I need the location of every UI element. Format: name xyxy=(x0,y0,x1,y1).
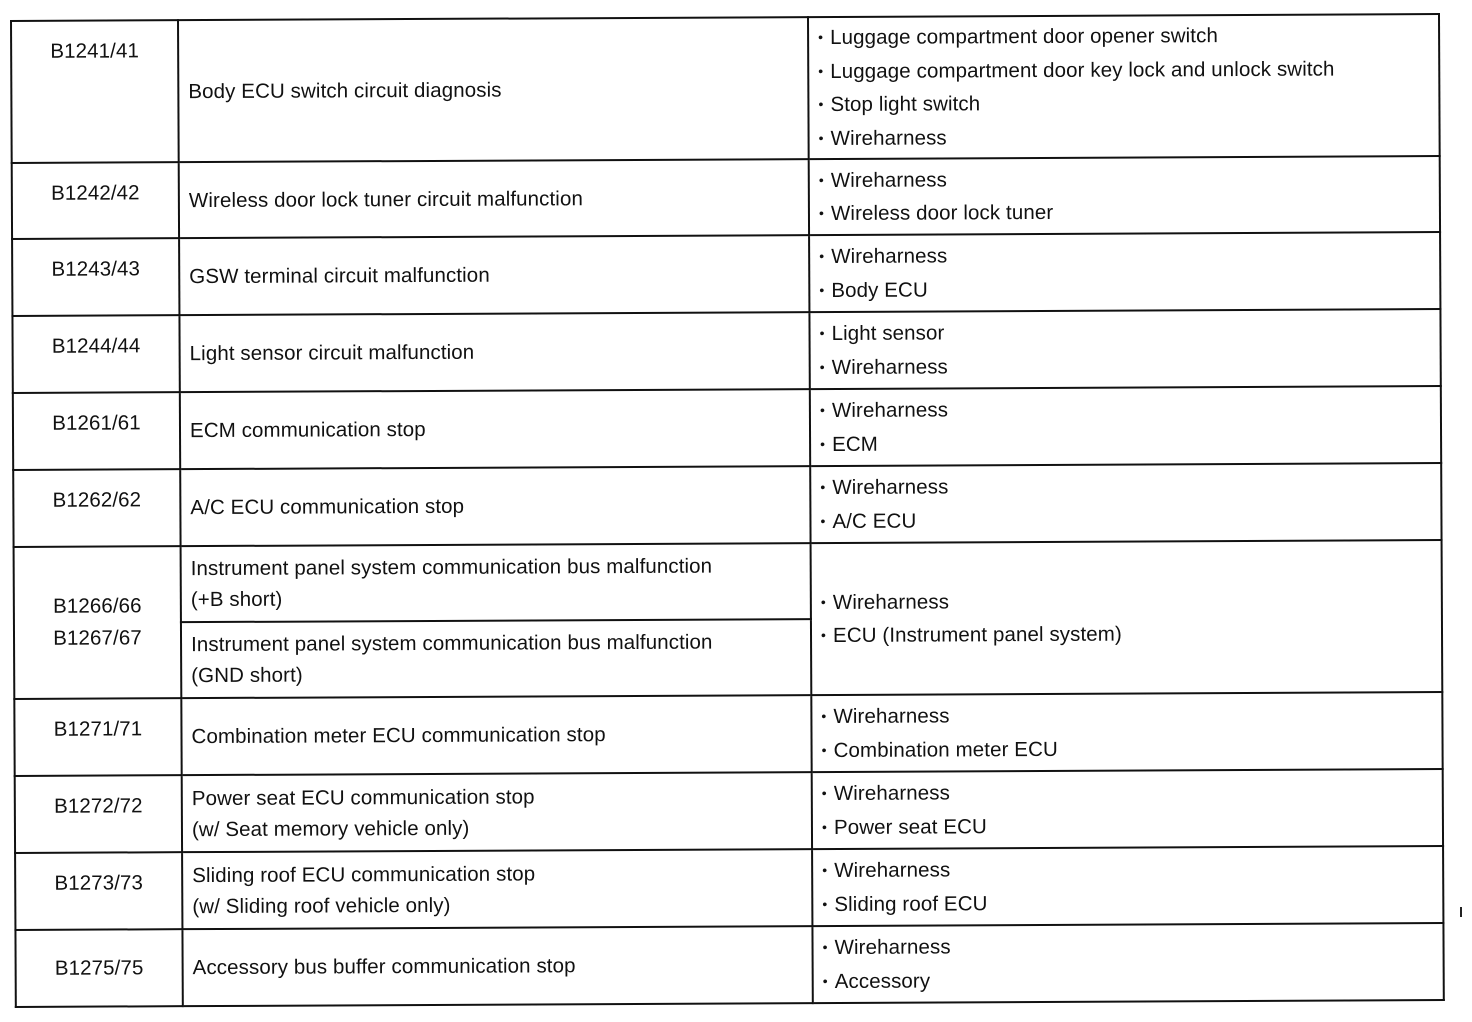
trouble-area-item: • Wireless door lock tuner xyxy=(819,194,1439,231)
detection-item-cell xyxy=(178,17,809,162)
dtc-code: B1267/67 xyxy=(53,626,142,650)
trouble-area-item: • Wireharness xyxy=(822,774,1442,811)
dtc-code: B1271/71 xyxy=(53,717,143,741)
detection-item: Wireless door lock tuner circuit malfunction xyxy=(188,186,583,212)
bullet-icon: • xyxy=(820,593,826,610)
dtc-code-cell xyxy=(14,546,182,699)
trouble-area-item: • Wireharness xyxy=(819,119,1439,156)
dtc-code-cell xyxy=(15,929,182,1007)
trouble-area-cell xyxy=(809,156,1440,235)
detection-item-note: (GND short) xyxy=(191,663,303,688)
trouble-area-item: • Power seat ECU xyxy=(822,808,1442,845)
trouble-area-item: • Body ECU xyxy=(819,271,1439,308)
dtc-code: B1243/43 xyxy=(51,257,141,281)
trouble-area-item: • Wireharness xyxy=(822,928,1442,965)
detection-item: Combination meter ECU communication stop xyxy=(191,723,606,749)
bullet-icon: • xyxy=(821,818,828,835)
trouble-area-item: • Accessory xyxy=(823,962,1443,999)
dtc-code-cell xyxy=(11,20,179,163)
trouble-area-item: • Wireharness xyxy=(821,583,1441,620)
detection-item-cell xyxy=(182,772,812,852)
table-row xyxy=(15,846,1443,930)
trouble-area-item: • ECM xyxy=(820,425,1440,462)
detection-item: Instrument panel system communication bus malfunction xyxy=(190,630,713,657)
detection-item: Light sensor circuit malfunction xyxy=(189,340,475,366)
dtc-code-cell xyxy=(12,238,179,316)
bullet-icon: • xyxy=(819,402,825,419)
dtc-code: B1275/75 xyxy=(54,955,144,980)
detection-item: Power seat ECU communication stop xyxy=(191,784,535,810)
dtc-code-cell xyxy=(15,852,182,930)
trouble-area-item: • Light sensor xyxy=(819,314,1439,351)
bullet-icon: • xyxy=(821,785,827,802)
bullet-icon: • xyxy=(819,281,825,298)
dtc-code-cell xyxy=(13,392,180,470)
trouble-area-cell xyxy=(811,692,1442,772)
detection-item-cell xyxy=(181,543,811,622)
trouble-area-item: • Stop light switch xyxy=(818,85,1438,122)
table-row xyxy=(12,156,1440,239)
detection-item: Sliding roof ECU communication stop xyxy=(192,861,536,887)
trouble-area-item: • Sliding roof ECU xyxy=(822,885,1442,922)
trouble-area-cell xyxy=(809,309,1440,389)
scan-artifact xyxy=(1460,907,1462,917)
bullet-icon: • xyxy=(822,895,828,912)
detection-item: Accessory bus buffer communication stop xyxy=(192,954,576,980)
dtc-code: B1261/61 xyxy=(52,411,141,435)
trouble-area-cell xyxy=(810,463,1441,543)
detection-item-cell xyxy=(182,849,812,929)
trouble-area-item: • Wireharness xyxy=(821,697,1441,734)
trouble-area-cell xyxy=(808,14,1440,159)
dtc-code-cell xyxy=(15,775,182,853)
trouble-area-item: • Wireharness xyxy=(820,391,1440,428)
table-row xyxy=(14,540,1442,623)
bullet-icon: • xyxy=(822,939,828,956)
detection-item-note: (+B short) xyxy=(190,587,283,612)
dtc-code-cell xyxy=(12,315,179,393)
detection-item: Body ECU switch circuit diagnosis xyxy=(188,78,502,103)
dtc-code: B1242/42 xyxy=(50,181,140,205)
bullet-icon: • xyxy=(820,512,826,529)
detection-item: GSW terminal circuit malfunction xyxy=(189,263,490,289)
bullet-icon: • xyxy=(819,248,825,265)
trouble-area-item: • Wireharness xyxy=(819,161,1439,198)
bullet-icon: • xyxy=(820,627,827,644)
detection-item: Instrument panel system communication bus malfunction xyxy=(190,554,713,581)
trouble-area-item: • ECU (Instrument panel system) xyxy=(821,616,1441,653)
table-row xyxy=(11,14,1440,163)
bullet-icon: • xyxy=(820,435,826,452)
trouble-area-cell xyxy=(812,769,1443,849)
bullet-icon: • xyxy=(818,96,824,113)
table-row xyxy=(12,232,1440,316)
trouble-area-cell xyxy=(809,232,1440,312)
detection-item-note: (w/ Sliding roof vehicle only) xyxy=(192,893,451,918)
bullet-icon: • xyxy=(820,479,826,496)
dtc-code-cell xyxy=(13,469,180,547)
trouble-area-item: • Combination meter ECU xyxy=(821,731,1441,768)
trouble-area-cell xyxy=(812,846,1443,926)
detection-item-cell xyxy=(180,466,810,546)
detection-item: ECM communication stop xyxy=(189,417,426,443)
dtc-code-cell xyxy=(14,698,181,776)
detection-item-cell xyxy=(181,695,811,775)
detection-item: A/C ECU communication stop xyxy=(190,494,465,520)
dtc-code: B1272/72 xyxy=(53,794,143,818)
trouble-area-item: • A/C ECU xyxy=(820,502,1440,539)
bullet-icon: • xyxy=(818,29,824,46)
trouble-area-cell xyxy=(811,540,1443,695)
bullet-icon: • xyxy=(818,205,825,222)
dtc-code: B1273/73 xyxy=(54,871,144,895)
detection-item-note: (w/ Seat memory vehicle only) xyxy=(191,816,470,841)
table-row xyxy=(15,923,1443,1007)
table-row xyxy=(13,463,1441,547)
table-row xyxy=(15,769,1443,853)
detection-item-cell xyxy=(179,312,809,392)
table-row xyxy=(13,386,1441,470)
trouble-area-cell xyxy=(812,923,1443,1003)
detection-item-cell xyxy=(181,619,811,698)
bullet-icon: • xyxy=(818,129,824,146)
bullet-icon: • xyxy=(821,741,827,758)
bullet-icon: • xyxy=(818,171,824,188)
trouble-area-item: • Wireharness xyxy=(820,468,1440,505)
dtc-code: B1266/66 xyxy=(53,594,142,618)
bullet-icon: • xyxy=(821,708,827,725)
table-row xyxy=(12,309,1440,393)
dtc-code-cell xyxy=(12,162,179,239)
trouble-area-item: • Wireharness xyxy=(819,237,1439,274)
bullet-icon: • xyxy=(822,972,828,989)
trouble-area-item: • Wireharness xyxy=(820,348,1440,385)
bullet-icon: • xyxy=(819,358,825,375)
detection-item-cell xyxy=(179,159,809,238)
dtc-code: B1244/44 xyxy=(51,334,141,358)
dtc-code: B1241/41 xyxy=(50,39,139,63)
trouble-area-item: • Wireharness xyxy=(822,851,1442,888)
dtc-table xyxy=(10,13,1445,1008)
trouble-area-item: • Luggage compartment door opener switch xyxy=(818,18,1438,55)
bullet-icon: • xyxy=(818,62,824,79)
bullet-icon: • xyxy=(822,862,828,879)
detection-item-cell xyxy=(182,926,812,1006)
dtc-code: B1262/62 xyxy=(52,488,142,512)
trouble-area-item: • Luggage compartment door key lock and unlock switch xyxy=(818,52,1438,89)
dtc-table-sheet xyxy=(10,13,1443,1008)
detection-item-cell xyxy=(180,389,810,469)
detection-item-cell xyxy=(179,235,809,315)
trouble-area-cell xyxy=(810,386,1441,466)
bullet-icon: • xyxy=(819,325,825,342)
table-row xyxy=(14,692,1442,776)
